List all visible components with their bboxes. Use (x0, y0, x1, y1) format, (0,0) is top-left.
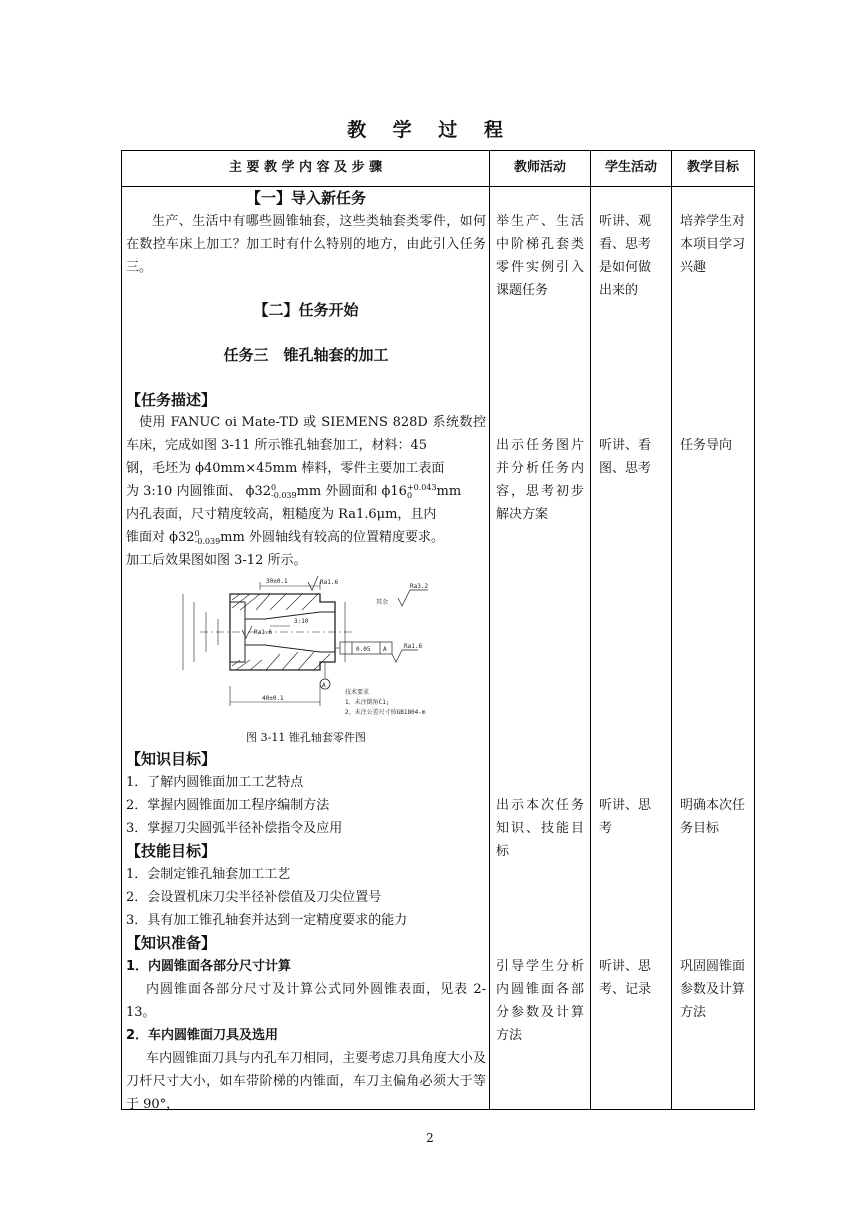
table-border-left (121, 150, 122, 1110)
section2-teacher: 出示任务图片并分析任务内容，思考初步解决方案 (496, 438, 584, 522)
knowledge-item-3: 3．掌握刀尖圆弧半径补偿指令及应用 (126, 821, 343, 836)
section2-student: 听讲、看图、思考 (599, 438, 652, 476)
task-title: 任务三 锥孔轴套的加工 (223, 346, 389, 364)
section3-student: 听讲、思考 (599, 798, 652, 836)
taper-label: 3:10 (294, 618, 309, 625)
rest-label: 其余 (376, 599, 389, 606)
section1-paragraph: 生产、生活中有哪些圆锥轴套，这些类轴套类零件，如何在数控车床上加工？加工时有什么特别的地方，由此引入任务三。 (126, 214, 486, 275)
skill-item-1: 1．会制定锥孔轴套加工工艺 (126, 867, 291, 882)
table-border-right (754, 150, 755, 1110)
ra-label-bore: Ra1.6 (254, 629, 273, 636)
part-drawing-figure (170, 574, 460, 724)
section1-teacher: 举生产、生活中阶梯孔套类零件实例引入课题任务 (496, 214, 584, 298)
page-title: 教 学 过 程 (347, 119, 513, 141)
task-desc-line2: 钢，毛坯为 ϕ40mm×45mm 棒料，零件主要加工表面 (126, 461, 445, 476)
prep-para-1: 内圆锥面各部分尺寸及计算公式同外圆锥表面，见表 2-13。 (126, 982, 486, 1020)
ra-label-right: Ra1.6 (404, 643, 423, 650)
tech-req-2: 2、未注公差尺寸按GB1804-m (345, 709, 426, 716)
prep-para-2: 车内圆锥面刀具与内孔车刀相同，主要考虑刀具角度大小及刀杆尺寸大小，如车带阶梯的内锥面，车刀主偏角必须大于等于 90°， (126, 1051, 486, 1112)
prep-sub-2: 2．车内圆锥面刀具及选用 (126, 1028, 279, 1043)
tol-box-value: 0.05 (356, 646, 371, 653)
skill-item-3: 3．具有加工锥孔轴套并达到一定精度要求的能力 (126, 913, 408, 928)
task-desc-line3: 为 3:10 内圆锥面、 ϕ32 0 -0.039 mm 外圆面和 ϕ16 +0.043 0 mm (126, 482, 462, 500)
task-desc-line5: 锥面对 ϕ32 0 -0.039 mm 外圆轴线有较高的位置精度要求。 (126, 528, 444, 546)
header-student: 学生活动 (604, 160, 657, 175)
figure-caption: 图 3-11 锥孔轴套零件图 (246, 731, 366, 744)
skill-goal-heading: 【技能目标】 (126, 842, 217, 860)
task-desc-heading: 【任务描述】 (126, 391, 217, 409)
section1-goal: 培养学生对本项目学习兴趣 (680, 214, 746, 275)
ra-label-top: Ra1.6 (320, 579, 339, 586)
section4-goal: 巩固圆锥面参数及计算方法 (680, 959, 746, 1020)
page-number: 2 (426, 1131, 434, 1145)
tech-req-1: 1、未注倒角C1; (345, 699, 390, 706)
section1-heading: 【一】导入新任务 (245, 189, 366, 207)
prep-sub-1: 1．内圆锥面各部分尺寸计算 (126, 959, 292, 974)
dim-40-label: 40±0.1 (262, 695, 284, 702)
task-desc-line6: 加工后效果图如图 3-12 所示。 (126, 553, 307, 568)
knowledge-prep-heading: 【知识准备】 (126, 934, 217, 952)
skill-item-2: 2．会设置机床刀尖半径补偿值及刀尖位置号 (126, 890, 382, 905)
section3-teacher: 出示本次任务知识、技能目标 (496, 798, 584, 859)
ra-label-rest: Ra3.2 (410, 583, 429, 590)
section4-student: 听讲、思考、记录 (599, 959, 652, 997)
section2-goal: 任务导向 (680, 438, 733, 453)
tech-req-title: 技术要求 (345, 689, 370, 696)
knowledge-item-2: 2．掌握内圆锥面加工程序编制方法 (126, 798, 330, 813)
task-desc-line4: 内孔表面，尺寸精度较高，粗糙度为 Ra1.6μm，且内 (126, 507, 437, 522)
tol-box-datum: A (383, 646, 387, 653)
column-divider-1 (489, 150, 490, 1110)
knowledge-item-1: 1．了解内圆锥面加工工艺特点 (126, 775, 304, 790)
section1-student: 听讲、观看、思考是如何做出来的 (599, 214, 652, 298)
header-goal: 教学目标 (686, 160, 739, 175)
section2-heading: 【二】任务开始 (253, 301, 359, 319)
header-teacher: 教师活动 (513, 160, 566, 175)
task-desc-line1: 使用 FANUC oi Mate-TD 或 SIEMENS 828D 系统数控车床，完成如图 3-11 所示锥孔轴套加工，材料：45 (126, 415, 486, 453)
datum-label: A (322, 682, 326, 689)
column-divider-3 (671, 150, 672, 1110)
dim-30-label: 30±0.1 (266, 578, 288, 585)
section4-teacher: 引导学生分析内圆锥面各部分参数及计算方法 (496, 959, 584, 1043)
knowledge-goal-heading: 【知识目标】 (126, 750, 217, 768)
column-divider-2 (590, 150, 591, 1110)
header-content: 主 要 教 学 内 容 及 步 骤 (228, 160, 383, 175)
section3-goal: 明确本次任务目标 (680, 798, 746, 836)
